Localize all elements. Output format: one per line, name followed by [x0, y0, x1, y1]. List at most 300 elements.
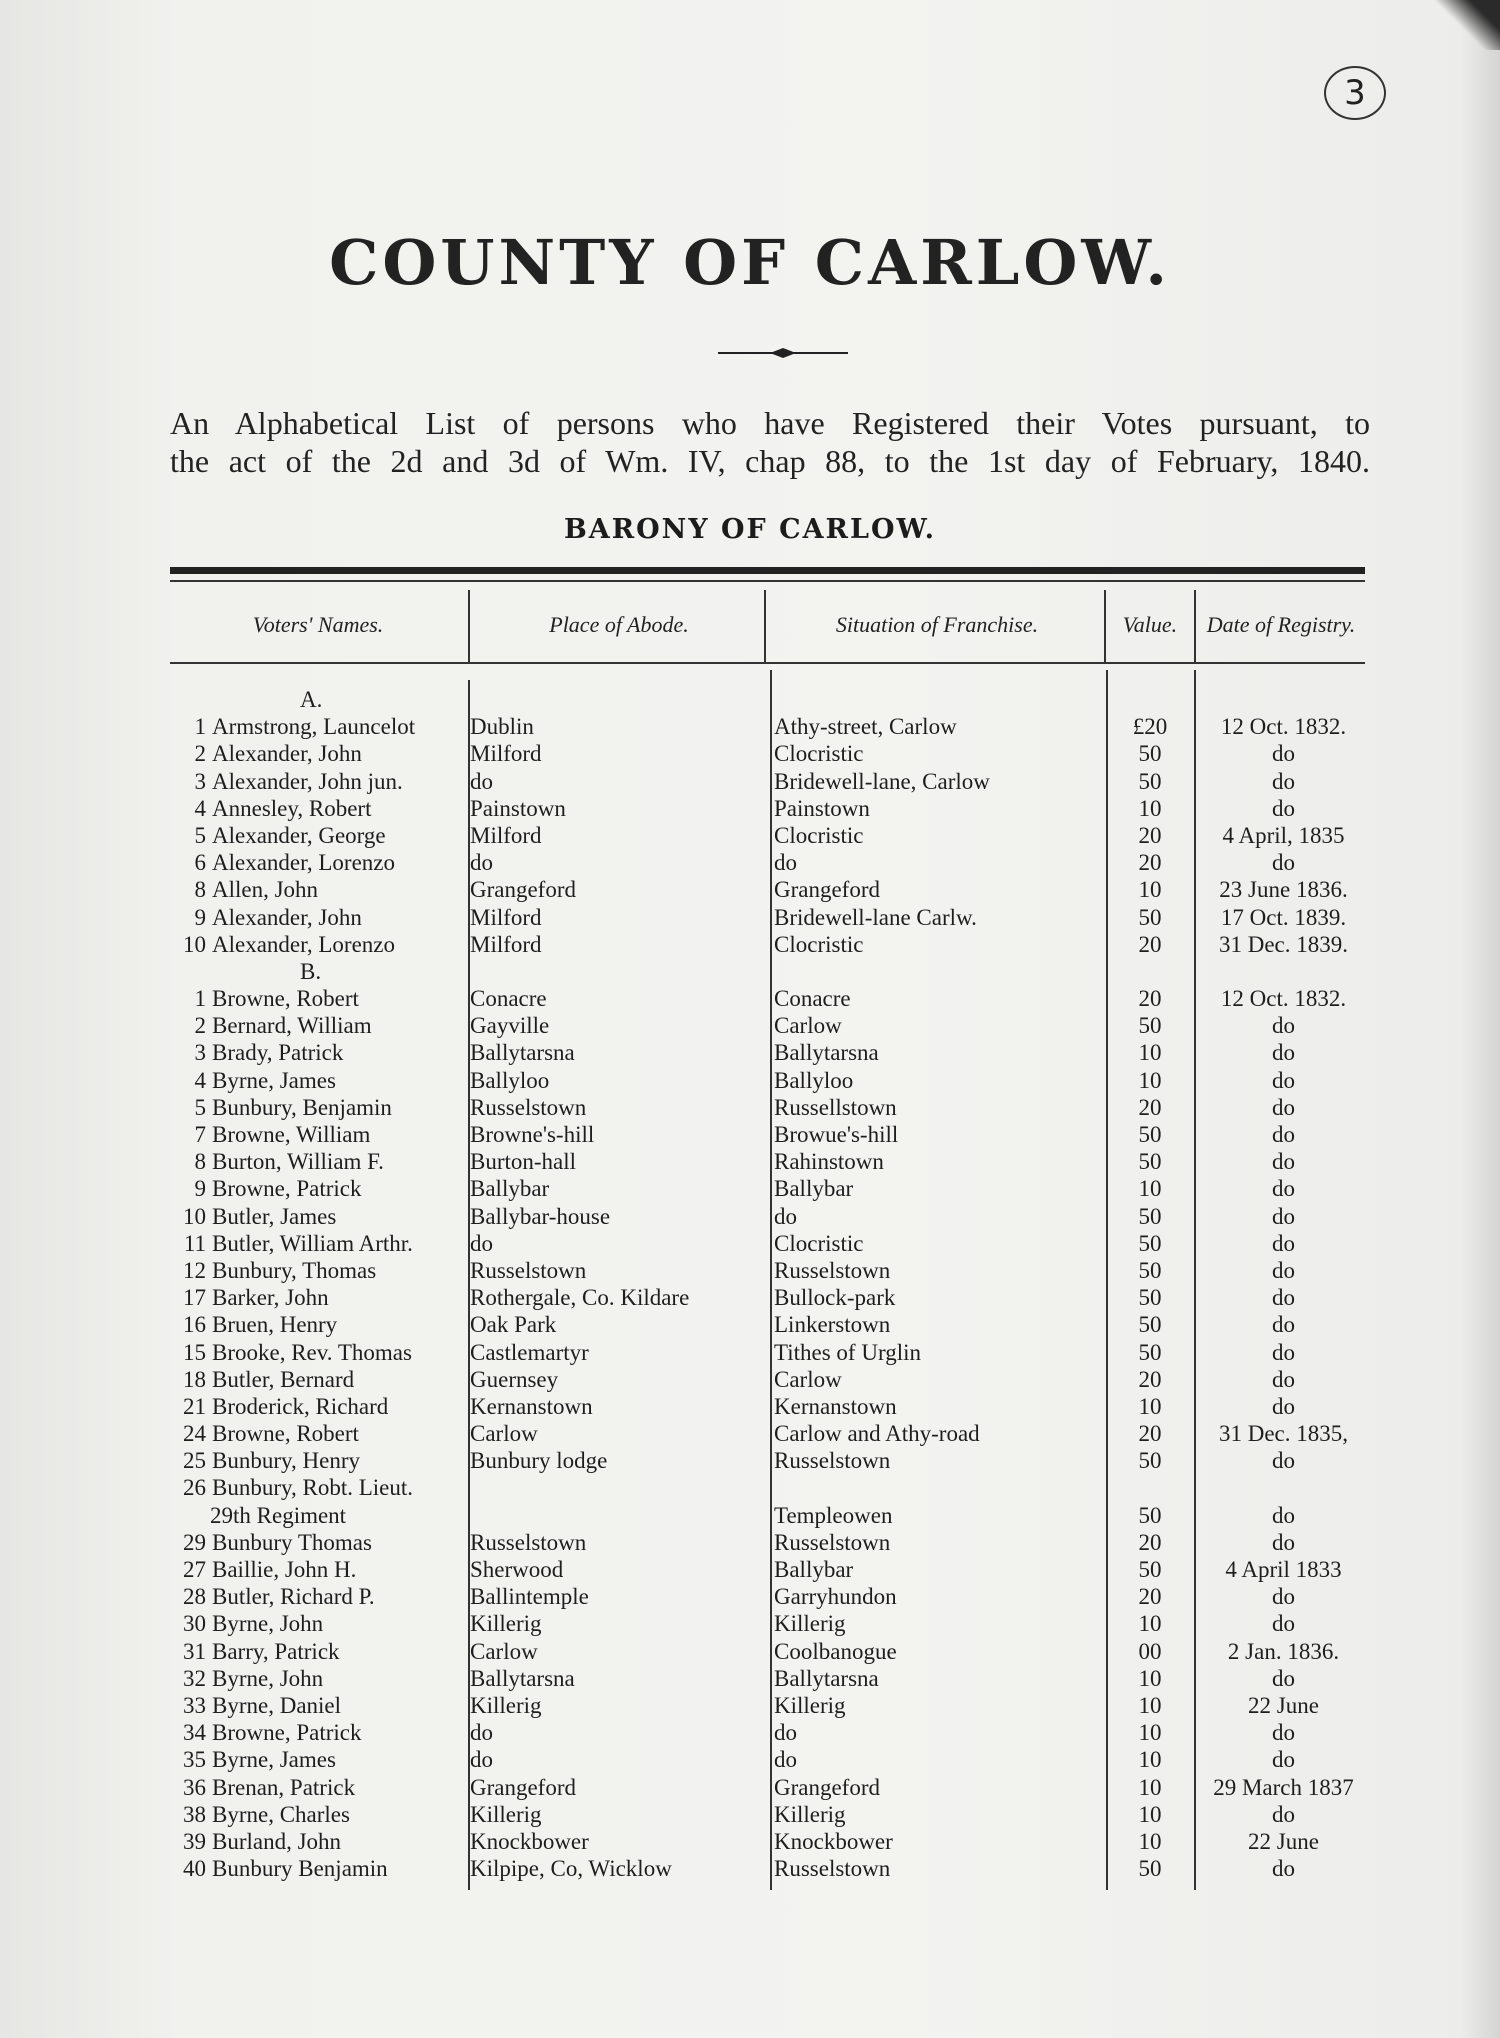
registry-date-cell: do	[1272, 1122, 1295, 1147]
value-cell: 10	[1138, 1747, 1162, 1773]
table-row	[0, 1447, 1500, 1474]
table-row	[0, 1529, 1500, 1556]
voter-name: Alexander, Lorenzo	[212, 850, 395, 876]
value-cell: 50	[1138, 741, 1162, 767]
table-row	[0, 1094, 1500, 1121]
franchise-situation-cell: Knockbower	[774, 1828, 893, 1854]
voter-name-cell	[166, 1094, 466, 1121]
voter-number: 24	[183, 1421, 206, 1447]
table-row	[0, 876, 1500, 903]
voter-name: Burland, John	[212, 1828, 342, 1854]
franchise-situation-cell: Clocristic	[774, 822, 864, 848]
voter-name-cell	[300, 686, 600, 713]
voter-name: Bruen, Henry	[212, 1312, 338, 1338]
table-row	[0, 1583, 1500, 1610]
franchise-situation-cell: Bullock-park	[774, 1285, 896, 1311]
voter-number: 11	[183, 1230, 206, 1256]
voter-name: Baillie, John H.	[212, 1557, 357, 1582]
franchise-situation-cell: Ballytarsna	[774, 1040, 879, 1066]
voter-name: Bunbury Thomas	[212, 1529, 372, 1555]
voter-name-cell	[166, 1393, 466, 1420]
registry-date-cell: do	[1272, 850, 1295, 876]
value-cell: 20	[1138, 1584, 1162, 1610]
voter-number: 34	[183, 1720, 206, 1746]
voter-name: Byrne, Charles	[212, 1801, 350, 1827]
value-cell: 20	[1138, 1094, 1162, 1120]
document-subtitle	[170, 404, 1370, 480]
voter-number: 3	[194, 1040, 206, 1066]
voter-name-cell	[166, 904, 466, 931]
voter-number: 10	[183, 1203, 206, 1229]
registry-date-cell: 4 April 1833	[1225, 1557, 1342, 1582]
voter-number: 8	[194, 1149, 206, 1175]
voter-name-cell	[166, 1447, 466, 1474]
voter-name: B.	[300, 958, 322, 984]
place-of-abode-cell: Milford	[470, 741, 542, 767]
place-of-abode-cell: Ballybar-house	[470, 1203, 611, 1229]
voter-name: Broderick, Richard	[212, 1393, 389, 1419]
voter-number: 4	[194, 795, 206, 821]
voter-name: Browne, Robert	[212, 986, 359, 1012]
table-row	[0, 1257, 1500, 1284]
voter-name-cell	[166, 849, 466, 876]
table-row	[0, 1774, 1500, 1801]
table-row	[0, 768, 1500, 795]
franchise-situation-cell: Bridewell-lane, Carlow	[774, 768, 990, 794]
table-row	[0, 1230, 1500, 1257]
franchise-situation-cell: Killerig	[774, 1611, 846, 1637]
registry-date-cell: do	[1272, 1230, 1295, 1256]
voter-name: Brooke, Rev. Thomas	[212, 1339, 412, 1365]
table-top-rule-thin	[170, 580, 1365, 582]
franchise-situation-cell: Carlow and Athy-road	[774, 1421, 980, 1447]
place-of-abode-cell: Gayville	[470, 1013, 550, 1039]
voter-name-cell	[166, 1284, 466, 1311]
franchise-situation-cell: Russelstown	[774, 1448, 891, 1474]
registry-date-cell: do	[1272, 1584, 1295, 1610]
value-cell: 20	[1138, 850, 1162, 876]
voter-name-cell	[166, 1311, 466, 1338]
column-divider	[1194, 590, 1196, 662]
franchise-situation-cell: Carlow	[774, 1013, 842, 1039]
voter-name-cell	[166, 1420, 466, 1447]
value-cell: 50	[1138, 1230, 1162, 1256]
franchise-situation-cell: Tithes of Urglin	[774, 1339, 921, 1365]
table-row	[0, 1638, 1500, 1665]
place-of-abode-cell: Painstown	[470, 795, 566, 821]
voter-name-cell	[166, 1257, 466, 1284]
voter-name-cell	[166, 1855, 466, 1882]
franchise-situation-cell: Russellstown	[774, 1094, 897, 1120]
table-row	[0, 1420, 1500, 1447]
value-cell: 50	[1138, 1257, 1162, 1283]
voter-name: Byrne, Daniel	[212, 1692, 342, 1718]
table-row	[0, 1012, 1500, 1039]
table-row	[0, 1284, 1500, 1311]
voter-name: Byrne, James	[212, 1747, 336, 1773]
value-cell: £20	[1132, 714, 1168, 740]
registry-date-cell: 2 Jan. 1836.	[1227, 1638, 1340, 1664]
place-of-abode-cell: Castlemartyr	[470, 1339, 589, 1365]
place-of-abode-cell: Dublin	[470, 714, 534, 740]
voter-name-cell	[166, 931, 466, 958]
franchise-situation-cell: Clocristic	[774, 1230, 864, 1256]
voter-name-cell	[166, 1746, 466, 1773]
registry-date-cell: 4 April, 1835	[1222, 822, 1345, 848]
voter-name-cell	[166, 1610, 466, 1637]
voter-name-cell	[166, 1012, 466, 1039]
voter-name-cell	[166, 1583, 466, 1610]
voter-name-cell	[166, 1719, 466, 1746]
value-cell: 10	[1138, 877, 1162, 903]
voter-number: 8	[194, 877, 206, 903]
franchise-situation-cell: Linkerstown	[774, 1312, 891, 1338]
registry-date-cell: do	[1272, 1285, 1295, 1311]
voter-name: Bunbury, Thomas	[212, 1257, 377, 1283]
place-of-abode-cell: Guernsey	[470, 1366, 559, 1392]
voter-number: 21	[183, 1393, 206, 1419]
voter-name: Brady, Patrick	[212, 1040, 344, 1066]
voter-number: 30	[183, 1611, 206, 1637]
voter-number: 5	[194, 1094, 206, 1120]
registry-date-cell: do	[1272, 1720, 1295, 1746]
franchise-situation-cell: do	[774, 1747, 797, 1773]
table-header-rule	[170, 662, 1365, 664]
table-row	[0, 1339, 1500, 1366]
place-of-abode-cell: Grangeford	[470, 1774, 577, 1800]
value-cell: 00	[1138, 1638, 1162, 1664]
registry-date-cell: do	[1272, 1366, 1295, 1392]
voter-name: A.	[300, 687, 323, 712]
table-row	[0, 1474, 1500, 1501]
value-cell: 20	[1138, 822, 1162, 848]
value-cell: 20	[1138, 1529, 1162, 1555]
value-cell: 50	[1138, 1856, 1162, 1882]
table-row	[0, 1610, 1500, 1637]
voter-name: Alexander, George	[212, 822, 386, 848]
voter-number: 33	[183, 1692, 206, 1718]
voter-number: 18	[183, 1366, 206, 1392]
value-cell: 50	[1138, 1502, 1162, 1528]
value-cell: 50	[1138, 1448, 1162, 1474]
place-of-abode-cell: Conacre	[470, 986, 547, 1012]
voter-number: 1	[194, 714, 206, 740]
registry-date-cell: do	[1272, 768, 1295, 794]
place-of-abode-cell: Killerig	[470, 1692, 542, 1718]
voter-name-cell	[166, 1474, 466, 1501]
voter-number: 32	[183, 1665, 206, 1691]
registry-date-cell: do	[1272, 1094, 1295, 1120]
voter-name-cell	[166, 1801, 466, 1828]
place-of-abode-cell: do	[470, 1747, 493, 1773]
value-cell: 20	[1138, 1421, 1162, 1447]
voter-name: Bunbury, Benjamin	[212, 1094, 392, 1120]
page-number: 3	[1324, 66, 1386, 120]
value-cell: 10	[1138, 1665, 1162, 1691]
voter-name-cell	[166, 768, 466, 795]
column-header-situation: Situation of Franchise.	[835, 612, 1039, 637]
franchise-situation-cell: Russelstown	[774, 1257, 891, 1283]
column-divider	[468, 590, 470, 662]
value-cell: 20	[1138, 1366, 1162, 1392]
voter-number: 26	[183, 1475, 206, 1501]
franchise-situation-cell: Painstown	[774, 795, 870, 821]
table-row	[0, 1175, 1500, 1202]
franchise-situation-cell: Clocristic	[774, 741, 864, 767]
franchise-situation-cell: do	[774, 850, 797, 876]
voter-name-cell	[166, 1039, 466, 1066]
registry-date-cell: do	[1272, 1665, 1295, 1691]
voter-number: 15	[183, 1339, 206, 1365]
value-cell: 10	[1138, 1801, 1162, 1827]
voter-number: 4	[194, 1067, 206, 1093]
voter-name-cell	[166, 985, 466, 1012]
value-cell: 50	[1138, 904, 1162, 930]
table-row	[0, 1692, 1500, 1719]
franchise-situation-cell: Grangeford	[774, 877, 881, 903]
franchise-situation-cell: Browue's-hill	[774, 1122, 899, 1147]
registry-date-cell: do	[1272, 1312, 1295, 1338]
table-top-rule	[170, 567, 1365, 574]
table-row	[0, 931, 1500, 958]
table-row	[0, 740, 1500, 767]
voter-name: Barry, Patrick	[212, 1638, 340, 1664]
registry-date-cell: do	[1272, 741, 1295, 767]
franchise-situation-cell: Templeowen	[774, 1502, 893, 1528]
value-cell: 50	[1138, 1285, 1162, 1311]
voter-name: Butler, Richard P.	[212, 1584, 375, 1610]
voter-table	[0, 686, 1500, 1882]
section-heading: BARONY OF CARLOW.	[563, 514, 937, 545]
value-cell: 50	[1138, 768, 1162, 794]
registry-date-cell: do	[1272, 1339, 1295, 1365]
voter-name: Alexander, Lorenzo	[212, 931, 395, 957]
franchise-situation-cell: Conacre	[774, 986, 851, 1012]
franchise-situation-cell: Ballybar	[774, 1557, 854, 1582]
voter-name: Byrne, James	[212, 1067, 336, 1093]
registry-date-cell: do	[1272, 795, 1295, 821]
place-of-abode-cell: Bunbury lodge	[470, 1448, 608, 1474]
voter-name-cell	[166, 1203, 466, 1230]
registry-date-cell: do	[1272, 1393, 1295, 1419]
place-of-abode-cell: Ballytarsna	[470, 1040, 575, 1066]
place-of-abode-cell: Carlow	[470, 1421, 538, 1447]
voter-name: Alexander, John	[212, 741, 362, 767]
registry-date-cell: do	[1272, 1611, 1295, 1637]
voter-name-cell	[300, 958, 600, 985]
voter-name-cell	[166, 1230, 466, 1257]
voter-name: Armstrong, Launcelot	[212, 714, 416, 740]
table-row	[0, 1203, 1500, 1230]
title-ornament	[718, 347, 848, 359]
place-of-abode-cell: Kernanstown	[470, 1393, 593, 1419]
place-of-abode-cell: Killerig	[470, 1801, 542, 1827]
table-row	[0, 1039, 1500, 1066]
franchise-situation-cell: Carlow	[774, 1366, 842, 1392]
voter-name: Browne, Patrick	[212, 1176, 362, 1202]
registry-date-cell: do	[1272, 1856, 1295, 1882]
franchise-situation-cell: Rahinstown	[774, 1149, 884, 1175]
value-cell: 20	[1138, 986, 1162, 1012]
voter-name: Byrne, John	[212, 1665, 324, 1691]
value-cell: 20	[1138, 931, 1162, 957]
voter-number: 6	[194, 850, 206, 876]
voter-name: Allen, John	[212, 877, 319, 903]
franchise-situation-cell: Killerig	[774, 1692, 846, 1718]
registry-date-cell: 17 Oct. 1839.	[1220, 904, 1347, 930]
place-of-abode-cell: Grangeford	[470, 877, 577, 903]
table-row	[0, 1719, 1500, 1746]
place-of-abode-cell: do	[470, 850, 493, 876]
value-cell: 10	[1138, 1828, 1162, 1854]
registry-date-cell: do	[1272, 1013, 1295, 1039]
voter-number: 25	[183, 1448, 206, 1474]
voter-name: Browne, Robert	[212, 1421, 359, 1447]
voter-name-cell	[166, 1175, 466, 1202]
voter-number: 38	[183, 1801, 206, 1827]
registry-date-cell: do	[1272, 1176, 1295, 1202]
value-cell: 10	[1138, 1774, 1162, 1800]
voter-name-cell	[166, 1529, 466, 1556]
franchise-situation-cell: Russelstown	[774, 1529, 891, 1555]
value-cell: 10	[1138, 1393, 1162, 1419]
franchise-situation-cell: Ballybar	[774, 1176, 854, 1202]
voter-name-cell	[166, 1692, 466, 1719]
registry-date-cell: do	[1272, 1040, 1295, 1066]
place-of-abode-cell: Russelstown	[470, 1257, 587, 1283]
voter-name: Alexander, John	[212, 904, 362, 930]
registry-date-cell: do	[1272, 1448, 1295, 1474]
voter-name: Bernard, William	[212, 1013, 372, 1039]
place-of-abode-cell: Oak Park	[470, 1312, 557, 1338]
place-of-abode-cell: Russelstown	[470, 1529, 587, 1555]
registry-date-cell: 23 June 1836.	[1219, 877, 1348, 903]
voter-number: 7	[194, 1122, 206, 1147]
value-cell: 50	[1138, 1557, 1162, 1582]
column-header-value: Value.	[1122, 612, 1178, 637]
voter-name-cell	[166, 1121, 466, 1148]
registry-date-cell: 31 Dec. 1835,	[1218, 1421, 1349, 1447]
voter-name-cell	[166, 876, 466, 903]
franchise-situation-cell: do	[774, 1203, 797, 1229]
column-header-name: Voters' Names.	[252, 612, 384, 637]
franchise-situation-cell: do	[774, 1720, 797, 1746]
table-row	[0, 1828, 1500, 1855]
franchise-situation-cell: Garryhundon	[774, 1584, 897, 1610]
voter-name: Bunbury, Henry	[212, 1448, 360, 1474]
voter-name-cell	[210, 1502, 510, 1529]
voter-number: 27	[183, 1557, 206, 1582]
table-row	[0, 904, 1500, 931]
value-cell: 10	[1138, 795, 1162, 821]
table-row	[0, 1801, 1500, 1828]
column-header-date: Date of Registry.	[1206, 612, 1356, 637]
voter-number: 9	[194, 904, 206, 930]
voter-number: 31	[183, 1638, 206, 1664]
subtitle-line-2: the act of the 2d and 3d of Wm. IV, chap 88, to the 1st day of February, 1840.	[170, 443, 1370, 479]
value-cell: 10	[1138, 1176, 1162, 1202]
voter-name-cell	[166, 1828, 466, 1855]
registry-date-cell: 12 Oct. 1832.	[1220, 714, 1347, 740]
voter-name: Bunbury Benjamin	[212, 1856, 388, 1882]
voter-name: Alexander, John jun.	[212, 768, 403, 794]
place-of-abode-cell: Russelstown	[470, 1094, 587, 1120]
page-corner	[1430, 0, 1500, 50]
table-row	[0, 822, 1500, 849]
franchise-situation-cell: Athy-street, Carlow	[774, 714, 957, 740]
voter-number: 1	[194, 986, 206, 1012]
registry-date-cell: do	[1272, 1502, 1295, 1528]
voter-number: 5	[194, 822, 206, 848]
table-row	[0, 849, 1500, 876]
voter-name-cell	[166, 740, 466, 767]
page-title: COUNTY OF CARLOW.	[329, 226, 1171, 299]
place-of-abode-cell: Ballintemple	[470, 1584, 589, 1610]
registry-date-cell: do	[1272, 1067, 1295, 1093]
letter-heading-row	[0, 686, 1500, 713]
voter-number: 35	[183, 1747, 206, 1773]
place-of-abode-cell: Rothergale, Co. Kildare	[470, 1285, 690, 1311]
column-divider	[764, 590, 766, 662]
place-of-abode-cell: Carlow	[470, 1638, 538, 1664]
franchise-situation-cell: Coolbanogue	[774, 1638, 897, 1664]
value-cell: 10	[1138, 1720, 1162, 1746]
voter-name: Brenan, Patrick	[212, 1774, 356, 1800]
table-row	[0, 1393, 1500, 1420]
voter-number: 10	[183, 931, 206, 957]
table-row	[0, 1502, 1500, 1529]
place-of-abode-cell: Milford	[470, 904, 542, 930]
voter-name-cell	[166, 713, 466, 740]
value-cell: 50	[1138, 1013, 1162, 1039]
franchise-situation-cell: Killerig	[774, 1801, 846, 1827]
voter-name: Butler, Bernard	[212, 1366, 355, 1392]
voter-name-cell	[166, 1638, 466, 1665]
franchise-situation-cell: Bridewell-lane Carlw.	[774, 904, 977, 930]
place-of-abode-cell: do	[470, 1230, 493, 1256]
value-cell: 50	[1138, 1339, 1162, 1365]
voter-number: 40	[183, 1856, 206, 1882]
voter-name: Browne, Patrick	[212, 1720, 362, 1746]
franchise-situation-cell: Grangeford	[774, 1774, 881, 1800]
value-cell: 50	[1138, 1122, 1162, 1147]
value-cell: 50	[1138, 1149, 1162, 1175]
voter-number: 36	[183, 1774, 206, 1800]
voter-number: 39	[183, 1828, 206, 1854]
table-row	[0, 1121, 1500, 1148]
place-of-abode-cell: Ballytarsna	[470, 1665, 575, 1691]
column-header-abode: Place of Abode.	[549, 612, 689, 637]
place-of-abode-cell: Sherwood	[470, 1557, 564, 1582]
place-of-abode-cell: Milford	[470, 822, 542, 848]
franchise-situation-cell: Ballytarsna	[774, 1665, 879, 1691]
voter-name: Butler, James	[212, 1203, 337, 1229]
registry-date-cell: 31 Dec. 1839.	[1218, 931, 1349, 957]
value-cell: 50	[1138, 1312, 1162, 1338]
registry-date-cell: 29 March 1837	[1213, 1774, 1354, 1800]
voter-number: 29	[183, 1529, 206, 1555]
value-cell: 10	[1138, 1611, 1162, 1637]
value-cell: 10	[1138, 1040, 1162, 1066]
place-of-abode-cell: Browne's-hill	[470, 1122, 595, 1147]
voter-name: Burton, William F.	[212, 1149, 384, 1175]
place-of-abode-cell: do	[470, 768, 493, 794]
voter-name-cell	[166, 822, 466, 849]
voter-number: 17	[183, 1285, 206, 1311]
place-of-abode-cell: Killerig	[470, 1611, 542, 1637]
voter-number: 3	[194, 768, 206, 794]
franchise-situation-cell: Ballyloo	[774, 1067, 854, 1093]
